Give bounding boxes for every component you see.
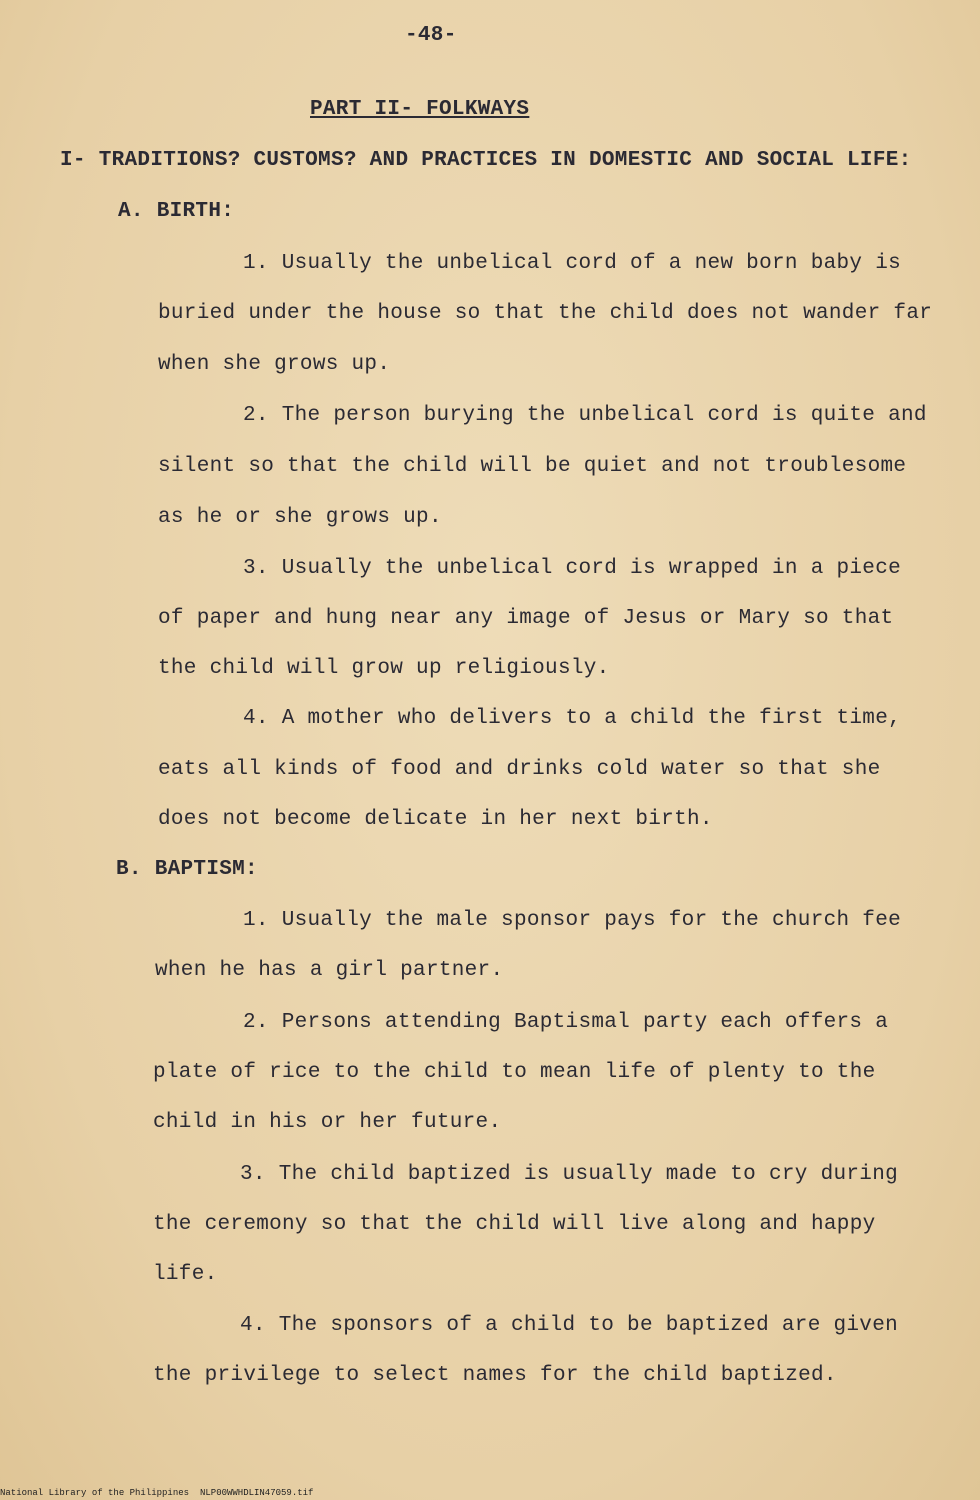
birth-heading: A. BIRTH: (118, 200, 235, 223)
baptism-line: life. (153, 1263, 218, 1286)
baptism-line: the ceremony so that the child will live along and happy (153, 1213, 876, 1236)
birth-line: as he or she grows up. (158, 506, 442, 529)
baptism-line: 1. Usually the male sponsor pays for the church fee (243, 909, 902, 932)
baptism-line: 4. The sponsors of a child to be baptized are given (240, 1314, 899, 1337)
part-title: PART II- FOLKWAYS (310, 98, 530, 121)
birth-line: 3. Usually the unbelical cord is wrapped in a piece (243, 557, 902, 580)
baptism-line: 3. The child baptized is usually made to cry during (240, 1163, 899, 1186)
birth-line: 1. Usually the unbelical cord of a new born baby is (243, 252, 902, 275)
footer-file-name: NLP00WWHDLIN47059.tif (200, 1488, 314, 1498)
baptism-line: the privilege to select names for the child baptized. (153, 1364, 837, 1387)
birth-line: eats all kinds of food and drinks cold water so that she (158, 758, 881, 781)
birth-line: when she grows up. (158, 353, 391, 376)
birth-line: buried under the house so that the child does not wander far (158, 302, 933, 325)
birth-line: the child will grow up religiously. (158, 657, 610, 680)
birth-line: does not become delicate in her next birth. (158, 808, 713, 831)
baptism-line: plate of rice to the child to mean life of plenty to the (153, 1061, 876, 1084)
baptism-line: when he has a girl partner. (155, 959, 504, 982)
birth-line: of paper and hung near any image of Jesus or Mary so that (158, 607, 894, 630)
birth-line: silent so that the child will be quiet and not troublesome (158, 455, 907, 478)
footer-library-name: National Library of the Philippines (0, 1488, 190, 1498)
birth-line: 4. A mother who delivers to a child the first time, (243, 707, 902, 730)
baptism-line: 2. Persons attending Baptismal party each offers a (243, 1011, 889, 1034)
page-number: -48- (405, 24, 457, 47)
birth-line: 2. The person burying the unbelical cord is quite and (243, 404, 927, 427)
section-heading: I- TRADITIONS? CUSTOMS? AND PRACTICES IN DOMESTIC AND SOCIAL LIFE: (60, 149, 912, 172)
baptism-heading: B. BAPTISM: (116, 858, 258, 881)
baptism-line: child in his or her future. (153, 1111, 502, 1134)
